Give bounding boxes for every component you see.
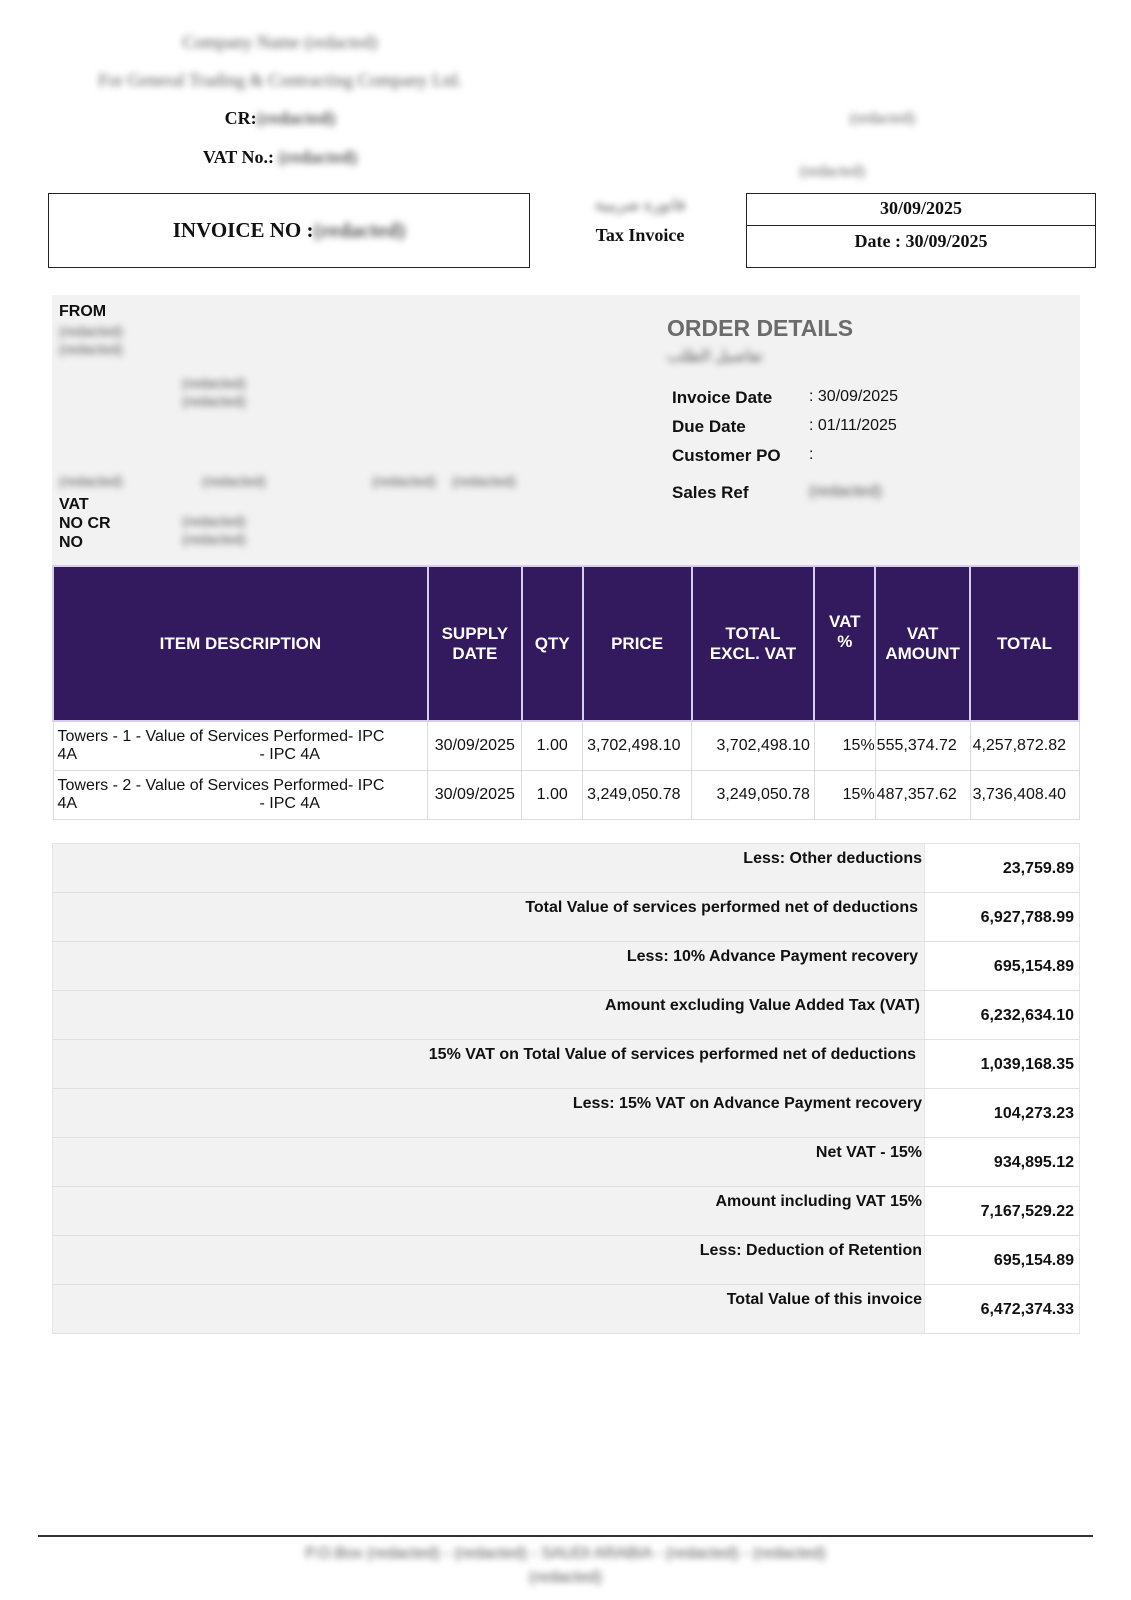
company-cr bbox=[0, 108, 560, 129]
vat-label-2: NO CR bbox=[59, 515, 111, 532]
vat-amount: 555,374.72 bbox=[875, 721, 970, 770]
invoice-number-box bbox=[48, 193, 530, 268]
line-total: 3,736,408.40 bbox=[970, 770, 1079, 819]
from-label: FROM bbox=[59, 303, 107, 320]
summary-row-amount-incl-vat bbox=[53, 1187, 1080, 1236]
vat-value: (redacted) bbox=[278, 147, 358, 167]
item-description: Towers - 2 - Value of Services Performed- IPC 4A - IPC 4A bbox=[53, 770, 428, 819]
cr-label: CR: bbox=[224, 108, 257, 128]
order-details bbox=[667, 315, 853, 366]
supply-date: 30/09/2025 bbox=[428, 770, 522, 819]
summary-label: 15% VAT on Total Value of services performed net of deductions bbox=[53, 1040, 925, 1089]
vat-pct: 15% bbox=[814, 721, 875, 770]
summary-value: 695,154.89 bbox=[925, 1236, 1080, 1285]
summary-value: 6,232,634.10 bbox=[925, 991, 1080, 1040]
summary-row-other-deductions bbox=[53, 844, 1080, 893]
from-row-d: (redacted) bbox=[452, 473, 516, 489]
col-total: TOTAL bbox=[970, 566, 1079, 721]
table-row bbox=[53, 770, 1079, 819]
invoice-number-label: INVOICE NO : bbox=[172, 218, 314, 242]
summary-label: Less: Deduction of Retention bbox=[53, 1236, 925, 1285]
from-row-a: (redacted) bbox=[59, 473, 123, 489]
footer-line-2: (redacted) bbox=[529, 1569, 602, 1586]
cr-value: (redacted) bbox=[256, 108, 336, 128]
col-supply-date: SUPPLY DATE bbox=[428, 566, 522, 721]
info-panel: FROM (redacted) (redacted) (redacted) (redacted) (redacted) (redacted) (redacted) (redacted) VAT NO CR NO (redacted) (redacted) ORDER DETAILS تفاصيل الطلب Invoice Date : 30/09/2025 Due Date : 01/11/2025 Customer PO : Sales Ref (redacted) bbox=[52, 295, 1080, 565]
col-price: PRICE bbox=[583, 566, 692, 721]
from-address-1: (redacted) bbox=[182, 375, 246, 391]
from-line-2: (redacted) bbox=[59, 341, 123, 357]
col-vat-pct: VAT % bbox=[814, 566, 875, 721]
price: 3,702,498.10 bbox=[583, 721, 692, 770]
col-total-excl-vat: TOTAL EXCL. VAT bbox=[692, 566, 815, 721]
cr-arabic: (redacted) bbox=[850, 110, 915, 127]
date-box-row1: 30/09/2025 bbox=[747, 194, 1095, 226]
summary-label: Total Value of this invoice bbox=[53, 1285, 925, 1334]
vat-label-3: NO bbox=[59, 534, 83, 551]
summary-value: 695,154.89 bbox=[925, 942, 1080, 991]
summary-value: 23,759.89 bbox=[925, 844, 1080, 893]
summary-value: 934,895.12 bbox=[925, 1138, 1080, 1187]
items-table bbox=[52, 565, 1080, 820]
summary-row-advance-recovery bbox=[53, 942, 1080, 991]
summary-label: Amount excluding Value Added Tax (VAT) bbox=[53, 991, 925, 1040]
footer-address bbox=[0, 1545, 1131, 1587]
from-cr-value: (redacted) bbox=[182, 531, 246, 547]
footer-divider bbox=[38, 1535, 1093, 1537]
summary-label: Amount including VAT 15% bbox=[53, 1187, 925, 1236]
summary-row-vat-advance-recovery bbox=[53, 1089, 1080, 1138]
vat-amount: 487,357.62 bbox=[875, 770, 970, 819]
summary-row-net-vat bbox=[53, 1138, 1080, 1187]
qty: 1.00 bbox=[522, 770, 583, 819]
order-details-title: ORDER DETAILS bbox=[667, 315, 854, 341]
total-excl-vat: 3,702,498.10 bbox=[692, 721, 815, 770]
col-qty: QTY bbox=[522, 566, 583, 721]
summary-value: 104,273.23 bbox=[925, 1089, 1080, 1138]
from-row-b: (redacted) bbox=[202, 473, 266, 489]
date-box-row2: Date : 30/09/2025 bbox=[854, 231, 988, 251]
summary-row-vat-net bbox=[53, 1040, 1080, 1089]
summary-label: Less: 10% Advance Payment recovery bbox=[53, 942, 925, 991]
summary-table bbox=[52, 843, 1080, 1334]
company-name: Company Name (redacted) bbox=[182, 32, 378, 52]
table-row bbox=[53, 721, 1079, 770]
line-total: 4,257,872.82 bbox=[970, 721, 1079, 770]
company-vat bbox=[0, 147, 560, 168]
vat-pct: 15% bbox=[814, 770, 875, 819]
from-address-2: (redacted) bbox=[182, 393, 246, 409]
vat-arabic: (redacted) bbox=[800, 163, 865, 180]
summary-row-invoice-total bbox=[53, 1285, 1080, 1334]
supply-date: 30/09/2025 bbox=[428, 721, 522, 770]
summary-value: 6,927,788.99 bbox=[925, 893, 1080, 942]
from-vat-value: (redacted) bbox=[182, 513, 246, 529]
from-row-c: (redacted) bbox=[372, 473, 436, 489]
tax-invoice-arabic: فاتورة ضريبية bbox=[594, 197, 686, 214]
summary-label: Net VAT - 15% bbox=[53, 1138, 925, 1187]
from-line-1: (redacted) bbox=[59, 323, 123, 339]
summary-value: 1,039,168.35 bbox=[925, 1040, 1080, 1089]
vat-cr-labels bbox=[59, 495, 111, 552]
summary-row-net-services bbox=[53, 893, 1080, 942]
vat-label: VAT No.: bbox=[202, 147, 274, 167]
tax-invoice-title bbox=[570, 195, 710, 246]
summary-value: 6,472,374.33 bbox=[925, 1285, 1080, 1334]
col-item-description: ITEM DESCRIPTION bbox=[53, 566, 428, 721]
summary-value: 7,167,529.22 bbox=[925, 1187, 1080, 1236]
company-subtitle: For General Trading & Contracting Company Ltd. bbox=[98, 70, 462, 90]
qty: 1.00 bbox=[522, 721, 583, 770]
order-details-arabic: تفاصيل الطلب bbox=[667, 348, 763, 365]
summary-label: Less: 15% VAT on Advance Payment recovery bbox=[53, 1089, 925, 1138]
tax-invoice-english: Tax Invoice bbox=[595, 225, 685, 245]
footer-line-1: P.O.Box (redacted) - (redacted) - SAUDI ARABIA - (redacted) - (redacted) bbox=[305, 1545, 826, 1562]
summary-label: Less: Other deductions bbox=[53, 844, 925, 893]
date-box bbox=[746, 193, 1096, 268]
invoice-number-value: (redacted) bbox=[313, 218, 406, 242]
items-header-row bbox=[53, 566, 1079, 721]
vat-label-1: VAT bbox=[59, 496, 89, 513]
summary-row-amount-excl-vat bbox=[53, 991, 1080, 1040]
col-vat-amount: VAT AMOUNT bbox=[875, 566, 970, 721]
item-description: Towers - 1 - Value of Services Performed- IPC 4A - IPC 4A bbox=[53, 721, 428, 770]
summary-row-retention bbox=[53, 1236, 1080, 1285]
price: 3,249,050.78 bbox=[583, 770, 692, 819]
summary-label: Total Value of services performed net of deductions bbox=[53, 893, 925, 942]
total-excl-vat: 3,249,050.78 bbox=[692, 770, 815, 819]
